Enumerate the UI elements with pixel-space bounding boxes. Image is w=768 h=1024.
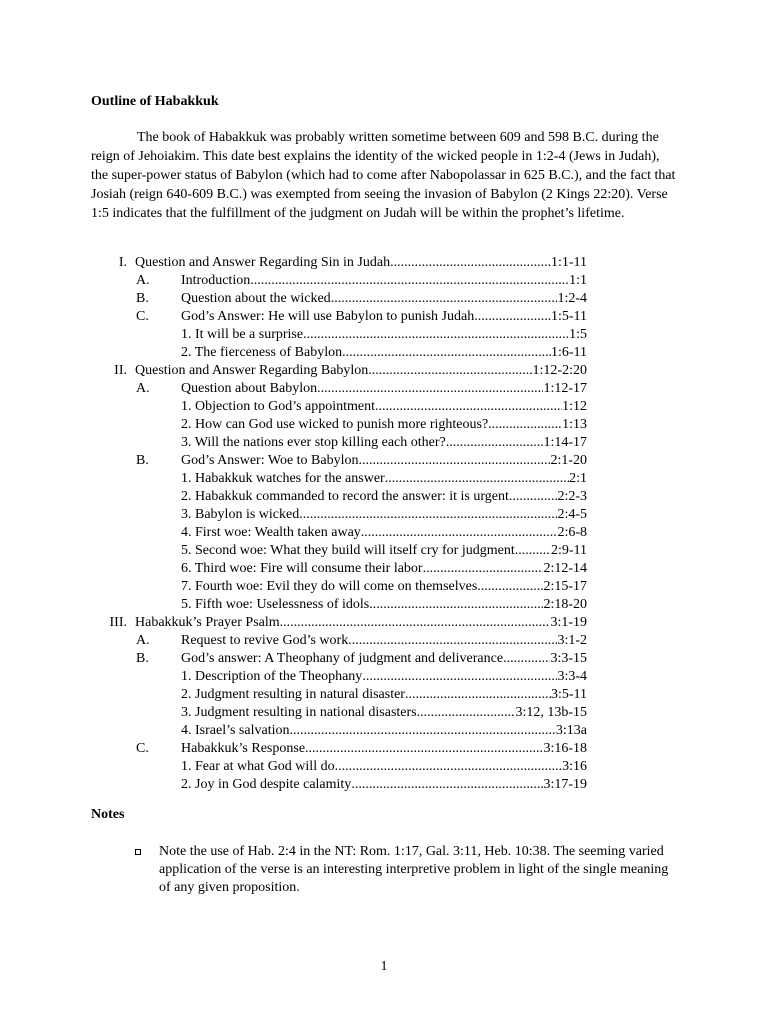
outline-label: 2. Habakkuk commanded to record the answer: it is urgent	[181, 489, 509, 504]
outline-entry	[135, 614, 587, 632]
dot-leader	[335, 758, 563, 776]
outline-reference: 2:1	[569, 471, 587, 486]
outline-entry	[181, 470, 587, 488]
outline-reference: 1:2-4	[557, 291, 587, 306]
outline-row	[0, 632, 768, 650]
outline-reference: 2:15-17	[543, 579, 587, 594]
outline-entry	[181, 308, 587, 326]
outline-row	[0, 362, 768, 380]
document-title: Outline of Habakkuk	[91, 94, 219, 109]
outline-row	[0, 650, 768, 668]
outline-row	[0, 740, 768, 758]
outline-row	[0, 722, 768, 740]
dot-leader	[362, 668, 557, 686]
outline-number: II.	[114, 363, 127, 378]
outline-reference: 2:9-11	[550, 543, 587, 558]
dot-leader	[342, 344, 551, 362]
outline-number: I.	[118, 255, 127, 270]
outline-reference: 1:13	[562, 417, 587, 432]
outline-row	[0, 308, 768, 326]
dot-leader	[503, 650, 550, 668]
page-number: 1	[380, 959, 388, 974]
outline-reference: 2:4-5	[557, 507, 587, 522]
outline-label: God’s Answer: He will use Babylon to punish Judah	[181, 309, 475, 324]
outline-label: God’s Answer: Woe to Babylon	[181, 453, 359, 468]
dot-leader	[305, 740, 543, 758]
dot-leader	[331, 290, 558, 308]
dot-leader	[359, 452, 551, 470]
outline-row	[0, 326, 768, 344]
outline-reference: 1:1-11	[550, 255, 587, 270]
outline-entry	[181, 542, 587, 560]
outline-label: 7. Fourth woe: Evil they do will come on themselves	[181, 579, 478, 594]
outline-number: A.	[136, 633, 150, 648]
outline-label: 1. It will be a surprise	[181, 327, 304, 342]
outline-number: B.	[136, 453, 149, 468]
outline-reference: 3:1-19	[550, 615, 587, 630]
outline-reference: 3:12, 13b-15	[515, 705, 587, 720]
outline-entry	[181, 632, 587, 650]
outline-label: 1. Habakkuk watches for the answer	[181, 471, 385, 486]
outline-entry	[181, 560, 587, 578]
outline-entry	[181, 380, 587, 398]
outline-reference: 3:16-18	[543, 741, 587, 756]
dot-leader	[369, 596, 543, 614]
outline-entry	[181, 398, 587, 416]
outline-label: 4. First woe: Wealth taken away	[181, 525, 361, 540]
outline-label: 2. The fierceness of Babylon	[181, 345, 343, 360]
outline-list	[0, 254, 768, 794]
outline-label: 2. Joy in God despite calamity	[181, 777, 352, 792]
outline-row	[0, 254, 768, 272]
dot-leader	[423, 560, 544, 578]
dot-leader	[299, 506, 557, 524]
dot-leader	[375, 398, 562, 416]
outline-row	[0, 614, 768, 632]
outline-number: C.	[136, 309, 149, 324]
outline-label: Request to revive God’s work	[181, 633, 349, 648]
dot-leader	[361, 524, 558, 542]
outline-row	[0, 524, 768, 542]
outline-reference: 1:5	[569, 327, 587, 342]
outline-entry	[181, 668, 587, 686]
outline-reference: 3:5-11	[550, 687, 587, 702]
outline-label: 3. Will the nations ever stop killing each other?	[181, 435, 446, 450]
outline-row	[0, 506, 768, 524]
dot-leader	[405, 686, 551, 704]
outline-reference: 2:12-14	[543, 561, 587, 576]
dot-leader	[289, 722, 555, 740]
outline-row	[0, 758, 768, 776]
outline-reference: 1:12	[562, 399, 587, 414]
dot-leader	[390, 254, 551, 272]
dot-leader	[385, 470, 569, 488]
outline-reference: 3:3-4	[557, 669, 587, 684]
outline-label: 1. Objection to God’s appointment	[181, 399, 376, 414]
outline-entry	[181, 686, 587, 704]
outline-label: Question and Answer Regarding Babylon	[135, 363, 369, 378]
outline-row	[0, 452, 768, 470]
outline-label: Habakkuk’s Response	[181, 741, 306, 756]
outline-reference: 1:1	[569, 273, 587, 288]
outline-label: 5. Fifth woe: Uselessness of idols	[181, 597, 370, 612]
outline-reference: 3:3-15	[550, 651, 587, 666]
outline-entry	[181, 524, 587, 542]
outline-number: III.	[109, 615, 127, 630]
dot-leader	[515, 542, 551, 560]
outline-row	[0, 776, 768, 794]
outline-row	[0, 470, 768, 488]
outline-reference: 1:6-11	[550, 345, 587, 360]
outline-number: A.	[136, 381, 150, 396]
outline-entry	[135, 362, 587, 380]
outline-reference: 1:12-17	[543, 381, 587, 396]
outline-row	[0, 668, 768, 686]
outline-entry	[181, 740, 587, 758]
outline-entry	[181, 758, 587, 776]
outline-number: B.	[136, 291, 149, 306]
outline-row	[0, 398, 768, 416]
outline-row	[0, 596, 768, 614]
outline-reference: 3:16	[562, 759, 587, 774]
outline-entry	[135, 254, 587, 272]
outline-row	[0, 434, 768, 452]
outline-entry	[181, 704, 587, 722]
outline-label: 1. Fear at what God will do	[181, 759, 335, 774]
outline-entry	[181, 722, 587, 740]
dot-leader	[474, 308, 551, 326]
dot-leader	[446, 434, 544, 452]
checkbox-bullet-icon	[135, 849, 141, 855]
dot-leader	[477, 578, 543, 596]
outline-reference: 1:12-2:20	[532, 363, 587, 378]
outline-entry	[181, 452, 587, 470]
outline-label: Question about Babylon	[181, 381, 318, 396]
dot-leader	[280, 614, 551, 632]
dot-leader	[351, 776, 543, 794]
outline-entry	[181, 776, 587, 794]
outline-row	[0, 542, 768, 560]
outline-number: A.	[136, 273, 150, 288]
outline-row	[0, 560, 768, 578]
dot-leader	[303, 326, 569, 344]
outline-label: Introduction	[181, 273, 251, 288]
note-item	[135, 843, 680, 897]
dot-leader	[488, 416, 562, 434]
outline-number: B.	[136, 651, 149, 666]
outline-label: 2. How can God use wicked to punish more righteous?	[181, 417, 489, 432]
outline-entry	[181, 488, 587, 506]
outline-reference: 1:5-11	[550, 309, 587, 324]
outline-entry	[181, 434, 587, 452]
outline-row	[0, 380, 768, 398]
outline-entry	[181, 650, 587, 668]
dot-leader	[417, 704, 516, 722]
outline-entry	[181, 272, 587, 290]
outline-entry	[181, 596, 587, 614]
outline-row	[0, 272, 768, 290]
outline-entry	[181, 416, 587, 434]
note-text: Note the use of Hab. 2:4 in the NT: Rom. 1:17, Gal. 3:11, Heb. 10:38. The seeming varied application of the verse is an interesting interpretive problem in light of the single meaning of any given proposition.	[159, 844, 669, 895]
outline-row	[0, 578, 768, 596]
dot-leader	[368, 362, 532, 380]
outline-entry	[181, 326, 587, 344]
outline-label: 3. Babylon is wicked	[181, 507, 300, 522]
outline-reference: 2:2-3	[557, 489, 587, 504]
outline-label: 3. Judgment resulting in national disasters	[181, 705, 417, 720]
outline-label: Question and Answer Regarding Sin in Judah	[135, 255, 391, 270]
outline-label: 1. Description of the Theophany	[181, 669, 363, 684]
outline-row	[0, 686, 768, 704]
outline-row	[0, 344, 768, 362]
outline-reference: 2:18-20	[543, 597, 587, 612]
outline-entry	[181, 578, 587, 596]
outline-reference: 3:1-2	[557, 633, 587, 648]
outline-number: C.	[136, 741, 149, 756]
outline-reference: 3:17-19	[543, 777, 587, 792]
outline-label: God’s answer: A Theophany of judgment and deliverance	[181, 651, 504, 666]
notes-heading: Notes	[91, 807, 125, 822]
outline-label: Question about the wicked	[181, 291, 331, 306]
outline-reference: 2:6-8	[557, 525, 587, 540]
intro-paragraph: The book of Habakkuk was probably written sometime between 609 and 598 B.C. during the reign of Jehoiakim. This date best explains the identity of the wicked people in 1:2-4 (Jews in Judah), the super-power status of Babylon (which had to come after Nabopolassar in 625 B.C.), and the fact that Josiah (reign 640-609 B.C.) was exempted from seeing the invasion of Babylon (2 Kings 22:20). Verse 1:5 indicates that the fulfillment of the judgment on Judah will be within the prophet’s lifetime.	[91, 130, 676, 221]
outline-row	[0, 704, 768, 722]
dot-leader	[348, 632, 557, 650]
outline-reference: 1:14-17	[543, 435, 587, 450]
outline-label: Habakkuk’s Prayer Psalm	[135, 615, 280, 630]
outline-row	[0, 416, 768, 434]
dot-leader	[250, 272, 569, 290]
outline-row	[0, 488, 768, 506]
outline-entry	[181, 344, 587, 362]
outline-entry	[181, 506, 587, 524]
dot-leader	[509, 488, 558, 506]
outline-entry	[181, 290, 587, 308]
outline-label: 4. Israel’s salvation	[181, 723, 290, 738]
outline-reference: 3:13a	[555, 723, 587, 738]
outline-row	[0, 290, 768, 308]
outline-label: 5. Second woe: What they build will itself cry for judgment	[181, 543, 515, 558]
outline-label: 2. Judgment resulting in natural disaster	[181, 687, 405, 702]
dot-leader	[317, 380, 543, 398]
outline-reference: 2:1-20	[550, 453, 587, 468]
outline-label: 6. Third woe: Fire will consume their labor	[181, 561, 423, 576]
